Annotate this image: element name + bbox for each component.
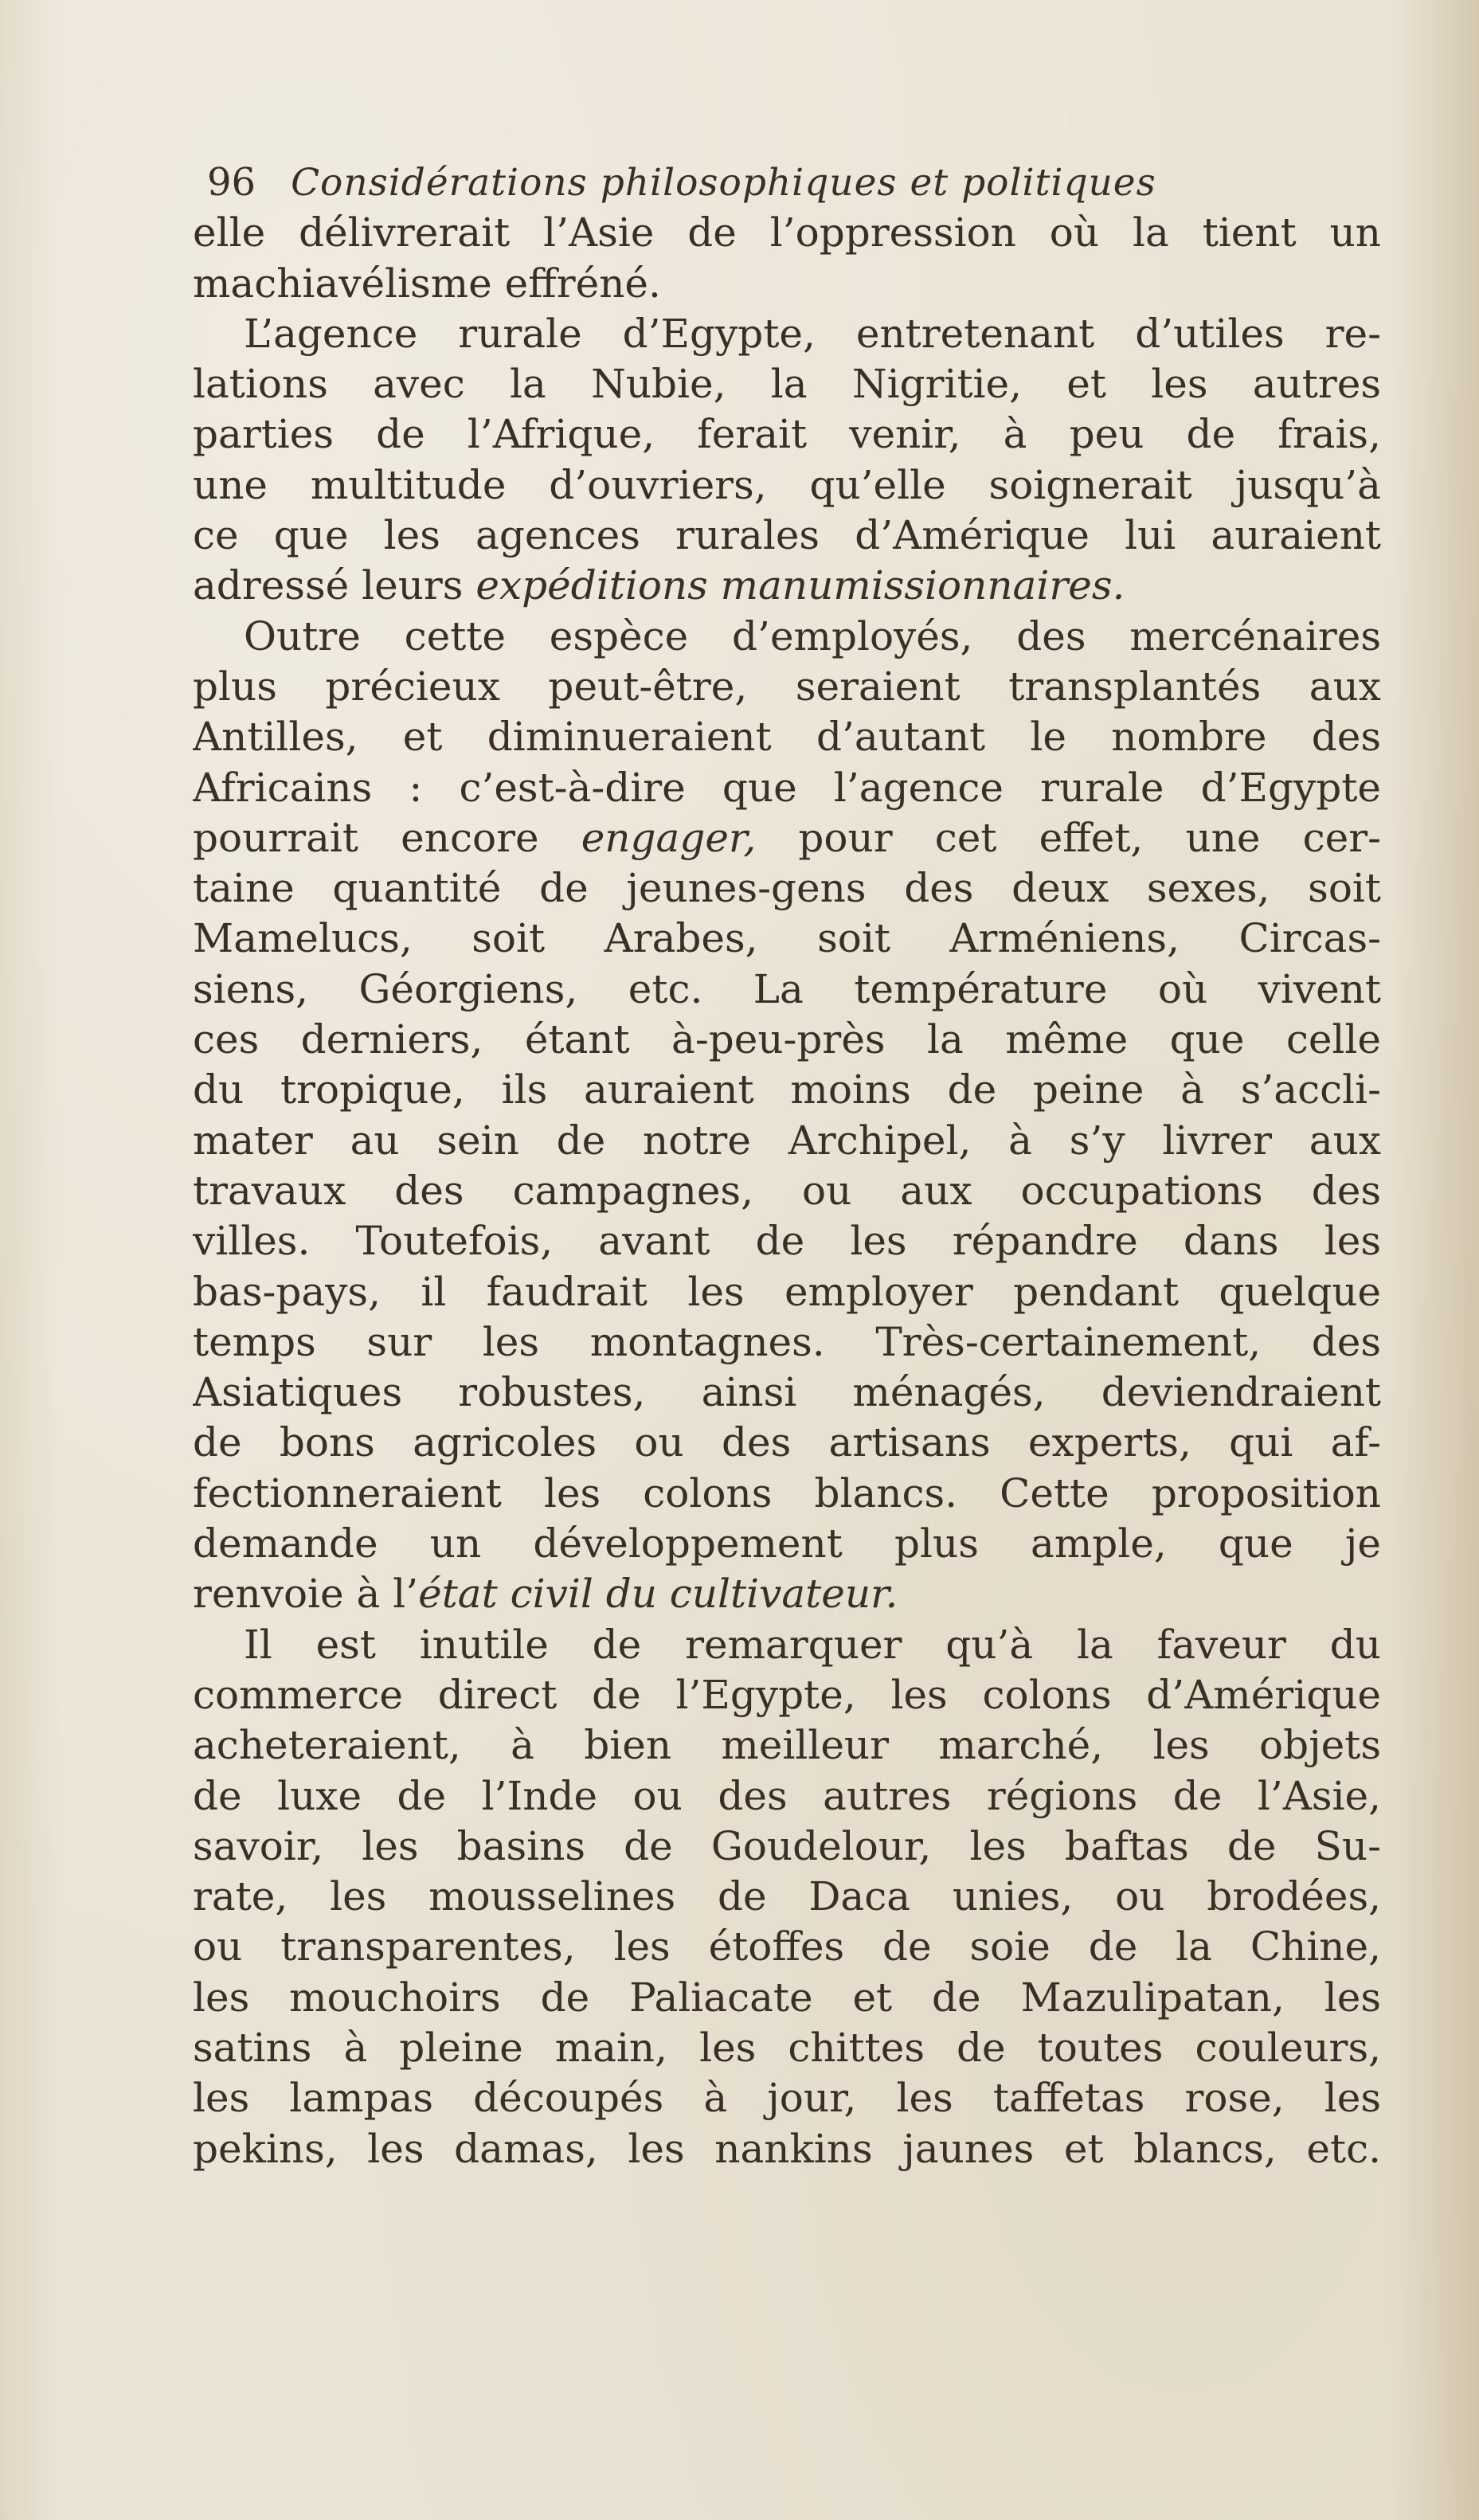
text-line	[193, 1166, 1381, 1216]
text-segment: satins à pleine main, les chittes de toutes couleurs,	[193, 2024, 1381, 2071]
text-line	[193, 359, 1381, 409]
text-segment: de bons agricoles ou des artisans experts, qui af-	[193, 1419, 1381, 1466]
text-segment: une multitude d’ouvriers, qu’elle soignerait jusqu’à	[193, 461, 1381, 508]
text-line	[193, 511, 1381, 561]
text-line	[193, 1872, 1381, 1922]
text-line	[193, 1519, 1381, 1569]
text-line	[193, 259, 1381, 309]
text-line	[193, 1015, 1381, 1065]
text-segment: Il est inutile de remarquer qu’à la faveur du	[244, 1621, 1381, 1668]
text-segment: commerce direct de l’Egypte, les colons d’Amérique	[193, 1671, 1381, 1718]
text-segment: travaux des campagnes, ou aux occupations des	[193, 1167, 1381, 1214]
text-segment: siens, Géorgiens, etc. La température où vivent	[193, 965, 1381, 1012]
text-line	[193, 1216, 1381, 1266]
text-segment: taine quantité de jeunes-gens des deux sexes, soit	[193, 865, 1381, 912]
text-segment: temps sur les montagnes. Très-certainement, des	[193, 1318, 1381, 1365]
text-segment: pourrait encore	[193, 814, 581, 861]
text-line	[193, 1720, 1381, 1771]
text-segment: acheteraient, à bien meilleur marché, les objets	[193, 1722, 1381, 1769]
text-line	[193, 914, 1381, 964]
text-segment: ce que les agences rurales d’Amérique lui auraient	[193, 512, 1381, 559]
text-line	[193, 2124, 1381, 2174]
text-line	[193, 1418, 1381, 1468]
running-title: Considérations philosophiques et politiques	[291, 161, 1156, 205]
text-line	[193, 1620, 1381, 1670]
text-segment: fectionneraient les colons blancs. Cette proposition	[193, 1469, 1381, 1516]
text-line	[193, 662, 1381, 712]
text-line	[193, 1469, 1381, 1519]
text-line	[193, 208, 1381, 258]
text-segment: les mouchoirs de Paliacate et de Mazulipatan, les	[193, 1974, 1381, 2021]
italic-segment: état civil du cultivateur.	[418, 1571, 898, 1618]
text-line	[193, 1317, 1381, 1368]
italic-segment: engager,	[581, 814, 757, 861]
text-segment: Mamelucs, soit Arabes, soit Arméniens, Circas-	[193, 915, 1381, 962]
text-segment: de luxe de l’Inde ou des autres régions de l’Asie,	[193, 1772, 1381, 1819]
text-line	[193, 1922, 1381, 1972]
text-line	[193, 1569, 1381, 1619]
running-head	[193, 158, 1381, 208]
text-segment: Africains : c’est-à-dire que l’agence rurale d’Egypte	[193, 764, 1381, 811]
text-segment: pekins, les damas, les nankins jaunes et blancs, etc.	[193, 2125, 1381, 2172]
text-line	[193, 813, 1381, 863]
text-segment: mater au sein de notre Archipel, à s’y livrer aux	[193, 1117, 1381, 1164]
text-segment: Antilles, et diminueraient d’autant le nombre des	[193, 714, 1381, 761]
text-line	[193, 612, 1381, 662]
text-segment: ou transparentes, les étoffes de soie de la Chine,	[193, 1923, 1381, 1970]
text-line	[193, 1116, 1381, 1166]
italic-segment: expéditions manumissionnaires.	[475, 562, 1125, 609]
text-line	[193, 965, 1381, 1015]
text-line	[193, 460, 1381, 511]
text-line	[193, 309, 1381, 359]
text-line	[193, 1771, 1381, 1822]
text-line	[193, 409, 1381, 460]
text-segment: lations avec la Nubie, la Nigritie, et les autres	[193, 361, 1381, 408]
text-line	[193, 863, 1381, 914]
text-line	[193, 1065, 1381, 1115]
text-segment: rate, les mousselines de Daca unies, ou brodées,	[193, 1873, 1381, 1920]
text-segment: adressé leurs	[193, 562, 476, 609]
text-segment: pour cet effet, une cer-	[756, 814, 1381, 861]
text-segment: L’agence rurale d’Egypte, entretenant d’utiles re-	[244, 310, 1381, 357]
text-line	[193, 1822, 1381, 1872]
text-segment: plus précieux peut-être, seraient transplantés aux	[193, 663, 1381, 710]
text-segment: savoir, les basins de Goudelour, les baftas de Su-	[193, 1822, 1381, 1869]
text-segment: du tropique, ils auraient moins de peine à s’accli-	[193, 1066, 1381, 1113]
text-segment: elle délivrerait l’Asie de l’oppression où la tient un	[193, 209, 1381, 256]
page-number: 96	[207, 160, 256, 205]
text-line	[193, 1368, 1381, 1418]
text-line	[193, 763, 1381, 813]
text-line	[193, 2073, 1381, 2123]
text-line	[193, 561, 1381, 611]
text-segment: renvoie à l’	[193, 1571, 419, 1618]
text-line	[193, 1267, 1381, 1317]
text-segment: Asiatiques robustes, ainsi ménagés, deviendraient	[193, 1369, 1381, 1416]
text-line	[193, 712, 1381, 762]
text-line	[193, 1973, 1381, 2023]
text-segment: les lampas découpés à jour, les taffetas rose, les	[193, 2075, 1381, 2122]
text-segment: bas-pays, il faudrait les employer pendant quelque	[193, 1268, 1381, 1315]
text-segment: villes. Toutefois, avant de les répandre dans les	[193, 1218, 1381, 1265]
text-line	[193, 1670, 1381, 1720]
text-segment: ces derniers, étant à-peu-près la même que celle	[193, 1016, 1381, 1063]
text-line	[193, 2023, 1381, 2073]
text-segment: demande un développement plus ample, que je	[193, 1520, 1381, 1567]
page-text-block	[193, 158, 1381, 2174]
text-segment: parties de l’Afrique, ferait venir, à peu de frais,	[193, 411, 1381, 458]
text-segment: Outre cette espèce d’employés, des mercénaires	[244, 612, 1381, 659]
text-segment: machiavélisme effréné.	[193, 260, 661, 307]
